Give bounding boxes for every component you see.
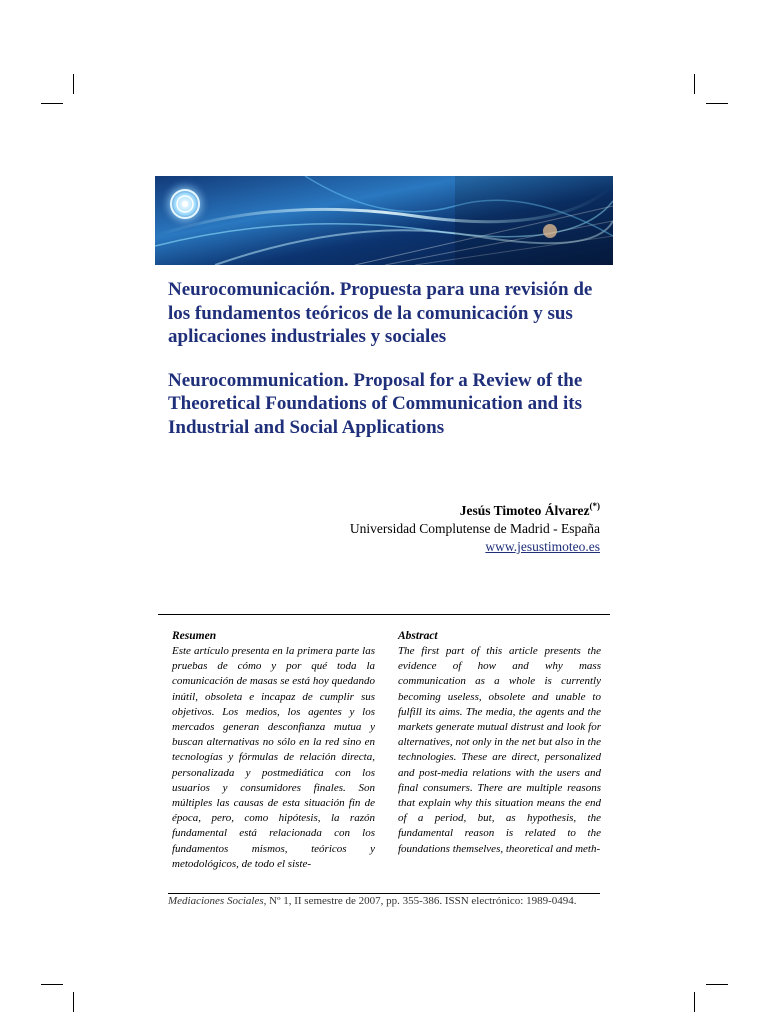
section-divider (158, 614, 610, 615)
crop-mark (73, 74, 74, 94)
crop-mark (73, 992, 74, 1012)
journal-name: Mediaciones Sociales, (168, 895, 267, 907)
crop-mark (41, 103, 63, 104)
crop-mark (694, 74, 695, 94)
crop-mark (41, 984, 63, 985)
author-name-text: Jesús Timoteo Álvarez (459, 503, 590, 518)
abstract-column (398, 629, 601, 857)
abstract-heading: Abstract (398, 630, 438, 642)
journal-footer (168, 894, 577, 908)
title-spanish: Neurocomunicación. Propuesta para una revisión de los fundamentos teóricos de la comunicación y sus aplicaciones industriales y sociales (168, 279, 593, 347)
crop-mark (706, 984, 728, 985)
title-english: Neurocommunication. Proposal for a Review of the Theoretical Foundations of Communication and its Industrial and Social Applications (168, 369, 583, 438)
author-block (350, 497, 600, 556)
author-name (350, 497, 600, 520)
author-note-marker: (*) (589, 501, 600, 511)
article-titles (168, 278, 608, 439)
author-affiliation: Universidad Complutense de Madrid - España (349, 521, 600, 536)
resumen-text: Este artículo presenta en la primera parte las pruebas de cómo y por qué toda la comunicación de masas se está hoy quedando inútil, obsoleta e incapaz de cumplir sus objetivos. Los medios, los agentes y los mercados generan desconfianza mutua y buscan alternativas no sólo en la red sino en tecnologías y fórmulas de relación directa, personalizada y postmediática con los usuarios y consumidores finales. Son múltiples las causas de esta situación fin de época, pero, como hipótesis, la razón fundamental está relacionada con los fundamentos mismos, teóricos y metodológicos, de todo el siste- (172, 645, 375, 870)
author-website-link[interactable]: www.jesustimoteo.es (485, 539, 600, 554)
resumen-column (172, 629, 375, 872)
crop-mark (706, 103, 728, 104)
resumen-heading: Resumen (172, 630, 217, 642)
header-banner-image (155, 176, 613, 265)
abstract-text: The first part of this article presents the evidence of how and why mass communication as a whole is currently becoming useless, obsolete and unable to fulfill its aims. The media, the agents and the markets generate mutual distrust and look for alternatives, not only in the net but also in the technologies. These are direct, personalized and post-media relations with the users and final consumers. There are multiple reasons that explain why this situation means the end of a period, but, as hypothesis, the fundamental reason is related to the foundations themselves, theoretical and meth- (398, 645, 601, 855)
journal-details: Nº 1, II semestre de 2007, pp. 355-386. ISSN electrónico: 1989-0494. (269, 895, 577, 907)
crop-mark (694, 992, 695, 1012)
